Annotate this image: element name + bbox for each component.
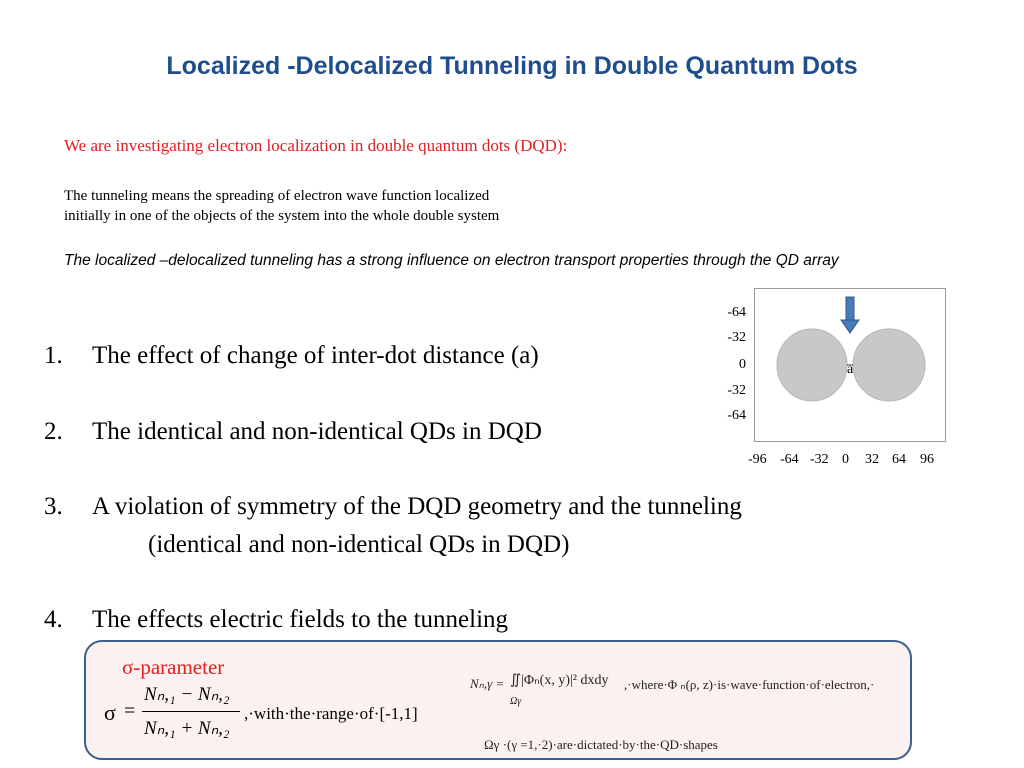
list-text: The identical and non-identical QDs in DQD	[92, 418, 542, 445]
list-number: 4.	[44, 606, 63, 633]
list-item-3-continuation: (identical and non-identical QDs in DQD)	[148, 531, 570, 558]
x-tick-label: 96	[920, 452, 934, 467]
list-number: 2.	[44, 418, 63, 445]
integral-expression: ∬|Φₙ(x, y)|² dxdy	[510, 673, 609, 688]
fraction-bar	[142, 711, 240, 712]
arrow-down-icon	[841, 297, 859, 333]
intro-line-2: initially in one of the objects of the system into the whole double system	[64, 208, 500, 224]
sigma-denominator: Nₙ,₁ + Nₙ,₂	[144, 718, 230, 739]
list-item-3	[44, 493, 742, 521]
x-tick-label: 0	[842, 452, 849, 467]
sigma-parameter-label: σ-parameter	[122, 655, 225, 679]
sigma-numerator: Nₙ,₁ − Nₙ,₂	[144, 684, 230, 705]
list-text: The effects electric fields to the tunneling	[92, 606, 509, 633]
y-tick-label: -64	[727, 305, 746, 320]
sigma-symbol: σ	[104, 700, 116, 725]
sigma-range-text: ,·with·the·range·of·[-1,1]	[244, 704, 418, 723]
x-tick-label: 64	[892, 452, 906, 467]
x-tick-label: -64	[780, 452, 799, 467]
x-tick-label: -32	[810, 452, 829, 467]
list-number: 1.	[44, 342, 63, 369]
list-text: The effect of change of inter-dot distance (a)	[92, 342, 539, 369]
intro-black-text	[64, 186, 499, 226]
left-quantum-dot	[777, 329, 847, 401]
x-tick-label: -96	[748, 452, 767, 467]
y-tick-label: -32	[727, 383, 746, 398]
y-tick-label: 0	[739, 357, 746, 372]
list-item-1	[44, 342, 539, 370]
intro-red-text: We are investigating electron localization in double quantum dots (DQD):	[64, 136, 568, 155]
list-number: 3.	[44, 493, 63, 520]
y-tick-label: -64	[727, 408, 746, 423]
slide-title: Localized -Delocalized Tunneling in Double Quantum Dots	[166, 52, 858, 80]
integral-domain: Ωγ	[510, 696, 522, 707]
where-text: ,·where·Φ ₙ(ρ, z)·is·wave·function·of·electron,·	[624, 677, 875, 692]
intro-line-1: The tunneling means the spreading of electron wave function localized	[64, 188, 490, 204]
right-quantum-dot	[853, 329, 925, 401]
omega-text: Ωγ ·(γ =1,·2)·are·dictated·by·the·QD·shapes	[484, 737, 718, 752]
equals-sign: =	[124, 700, 136, 722]
n-gamma-label: Nₙ,γ =	[470, 676, 505, 691]
x-tick-label: 32	[865, 452, 879, 467]
intro-italic-text: The localized –delocalized tunneling has a strong influence on electron transport properties through the QD array	[64, 252, 839, 269]
gap-label: a	[847, 362, 854, 377]
list-text: A violation of symmetry of the DQD geometry and the tunneling	[92, 493, 742, 520]
y-tick-label: -32	[727, 330, 746, 345]
list-item-2	[44, 418, 542, 446]
list-item-4	[44, 606, 508, 634]
